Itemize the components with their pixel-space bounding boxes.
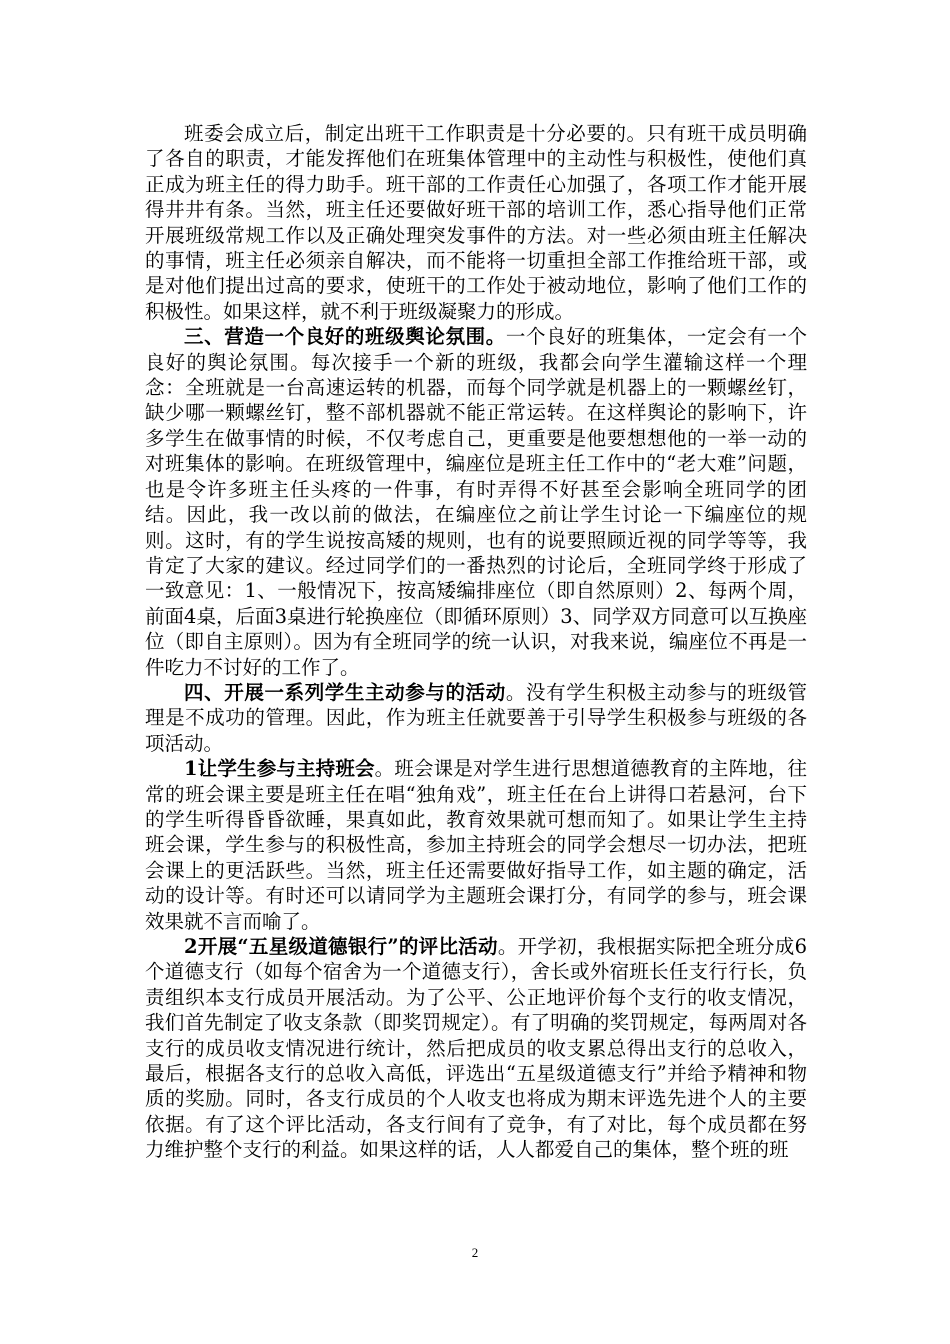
paragraph-text: 。没有学生积极主动参与的班级管理是不成功的管理。因此，作为班主任就要善于引导学生积极参与班级的各项活动。: [145, 680, 807, 755]
paragraph-student-activities: [145, 680, 807, 756]
paragraph-class-committee: [145, 121, 807, 324]
paragraph-host-class-meeting: [145, 756, 807, 934]
paragraph-text: 班委会成立后，制定出班干工作职责是十分必要的。只有班干成员明确了各自的职责，才能发挥他们在班集体管理中的主动性与积极性，使他们真正成为班主任的得力助手。班干部的工作责任心加强了，各项工作才能开展得井井有条。当然，班主任还要做好班干部的培训工作，悉心指导他们正常开展班级常规工作以及正确处理突发事件的方法。对一些必须由班主任解决的事情，班主任必须亲自解决，而不能将一切重担全部工作推给班干部，或是对他们提出过高的要求，使班干的工作处于被动地位，影响了他们工作的积极性。如果这样，就不利于班级凝聚力的形成。: [145, 122, 807, 323]
paragraph-heading: 2开展“五星级道德银行”的评比活动: [184, 935, 498, 958]
paragraph-moral-bank: [145, 934, 807, 1163]
paragraph-text: 。班会课是对学生进行思想道德教育的主阵地，往常的班会课主要是班主任在唱“独角戏”，班主任在台上讲得口若悬河，台下的学生听得昏昏欲睡，果真如此，教育效果就可想而知了。如果让学生主持班会课，学生参与的积极性高，参加主持班会的同学会想尽一切办法，把班会课上的更活跃些。当然，班主任还需要做好指导工作，如主题的确定，活动的设计等。有时还可以请同学为主题班会课打分，有同学的参与，班会课效果就不言而喻了。: [145, 757, 807, 933]
page-number: 2: [471, 1245, 479, 1260]
paragraph-heading: 四、开展一系列学生主动参与的活动: [184, 680, 506, 704]
paragraph-text: 。开学初，我根据实际把全班分成6个道德支行（如每个宿舍为一个道德支行），舍长或外宿班长任支行行长，负责组织本支行成员开展活动。为了公平、公正地评价每个支行的收支情况，我们首先制定了收支条款（即奖罚规定）。有了明确的奖罚规定，每两周对各支行的成员收支情况进行统计，然后把成员的收支累总得出支行的总收入，最后，根据各支行的总收入高低，评选出“五星级道德支行”并给予精神和物质的奖励。同时，各支行成员的个人收支也将成为期末评选先进个人的主要依据。有了这个评比活动，各支行间有了竞争，有了对比，每个成员都在努力维护整个支行的利益。如果这样的话，人人都爱自己的集体，整个班的班: [145, 935, 807, 1162]
paragraph-heading: 1让学生参与主持班会: [184, 757, 375, 781]
paragraph-heading: 三、营造一个良好的班级舆论氛围。: [184, 325, 506, 349]
paragraph-text: 一个良好的班集体，一定会有一个良好的舆论氛围。每次接手一个新的班级，我都会向学生灌输这样一个理念：全班就是一台高速运转的机器，而每个同学就是机器上的一颗螺丝钉，缺少哪一颗螺丝钉，整不部机器就不能正常运转。在这样舆论的影响下，许多学生在做事情的时候，不仅考虑自己，更重要是他要想想他的一举一动的对班集体的影响。在班级管理中，编座位是班主任工作中的“老大难”问题，也是令许多班主任头疼的一件事，有时弄得不好甚至会影响全班同学的团结。因此，我一改以前的做法，在编座位之前让学生讨论一下编座位的规则。这时，有的学生说按高矮的规则，也有的说要照顾近视的同学等等，我肯定了大家的建议。经过同学们的一番热烈的讨论后，全班同学终于形成了一致意见：1、一般情况下，按高矮编排座位（即自然原则）2、每两个周，前面4桌，后面3桌进行轮换座位（即循环原则）3、同学双方同意可以互换座位（即自主原则）。因为有全班同学的统一认识，对我来说，编座位不再是一件吃力不讨好的工作了。: [145, 325, 807, 679]
paragraph-opinion-atmosphere: [145, 324, 807, 680]
document-body: [145, 121, 807, 1163]
